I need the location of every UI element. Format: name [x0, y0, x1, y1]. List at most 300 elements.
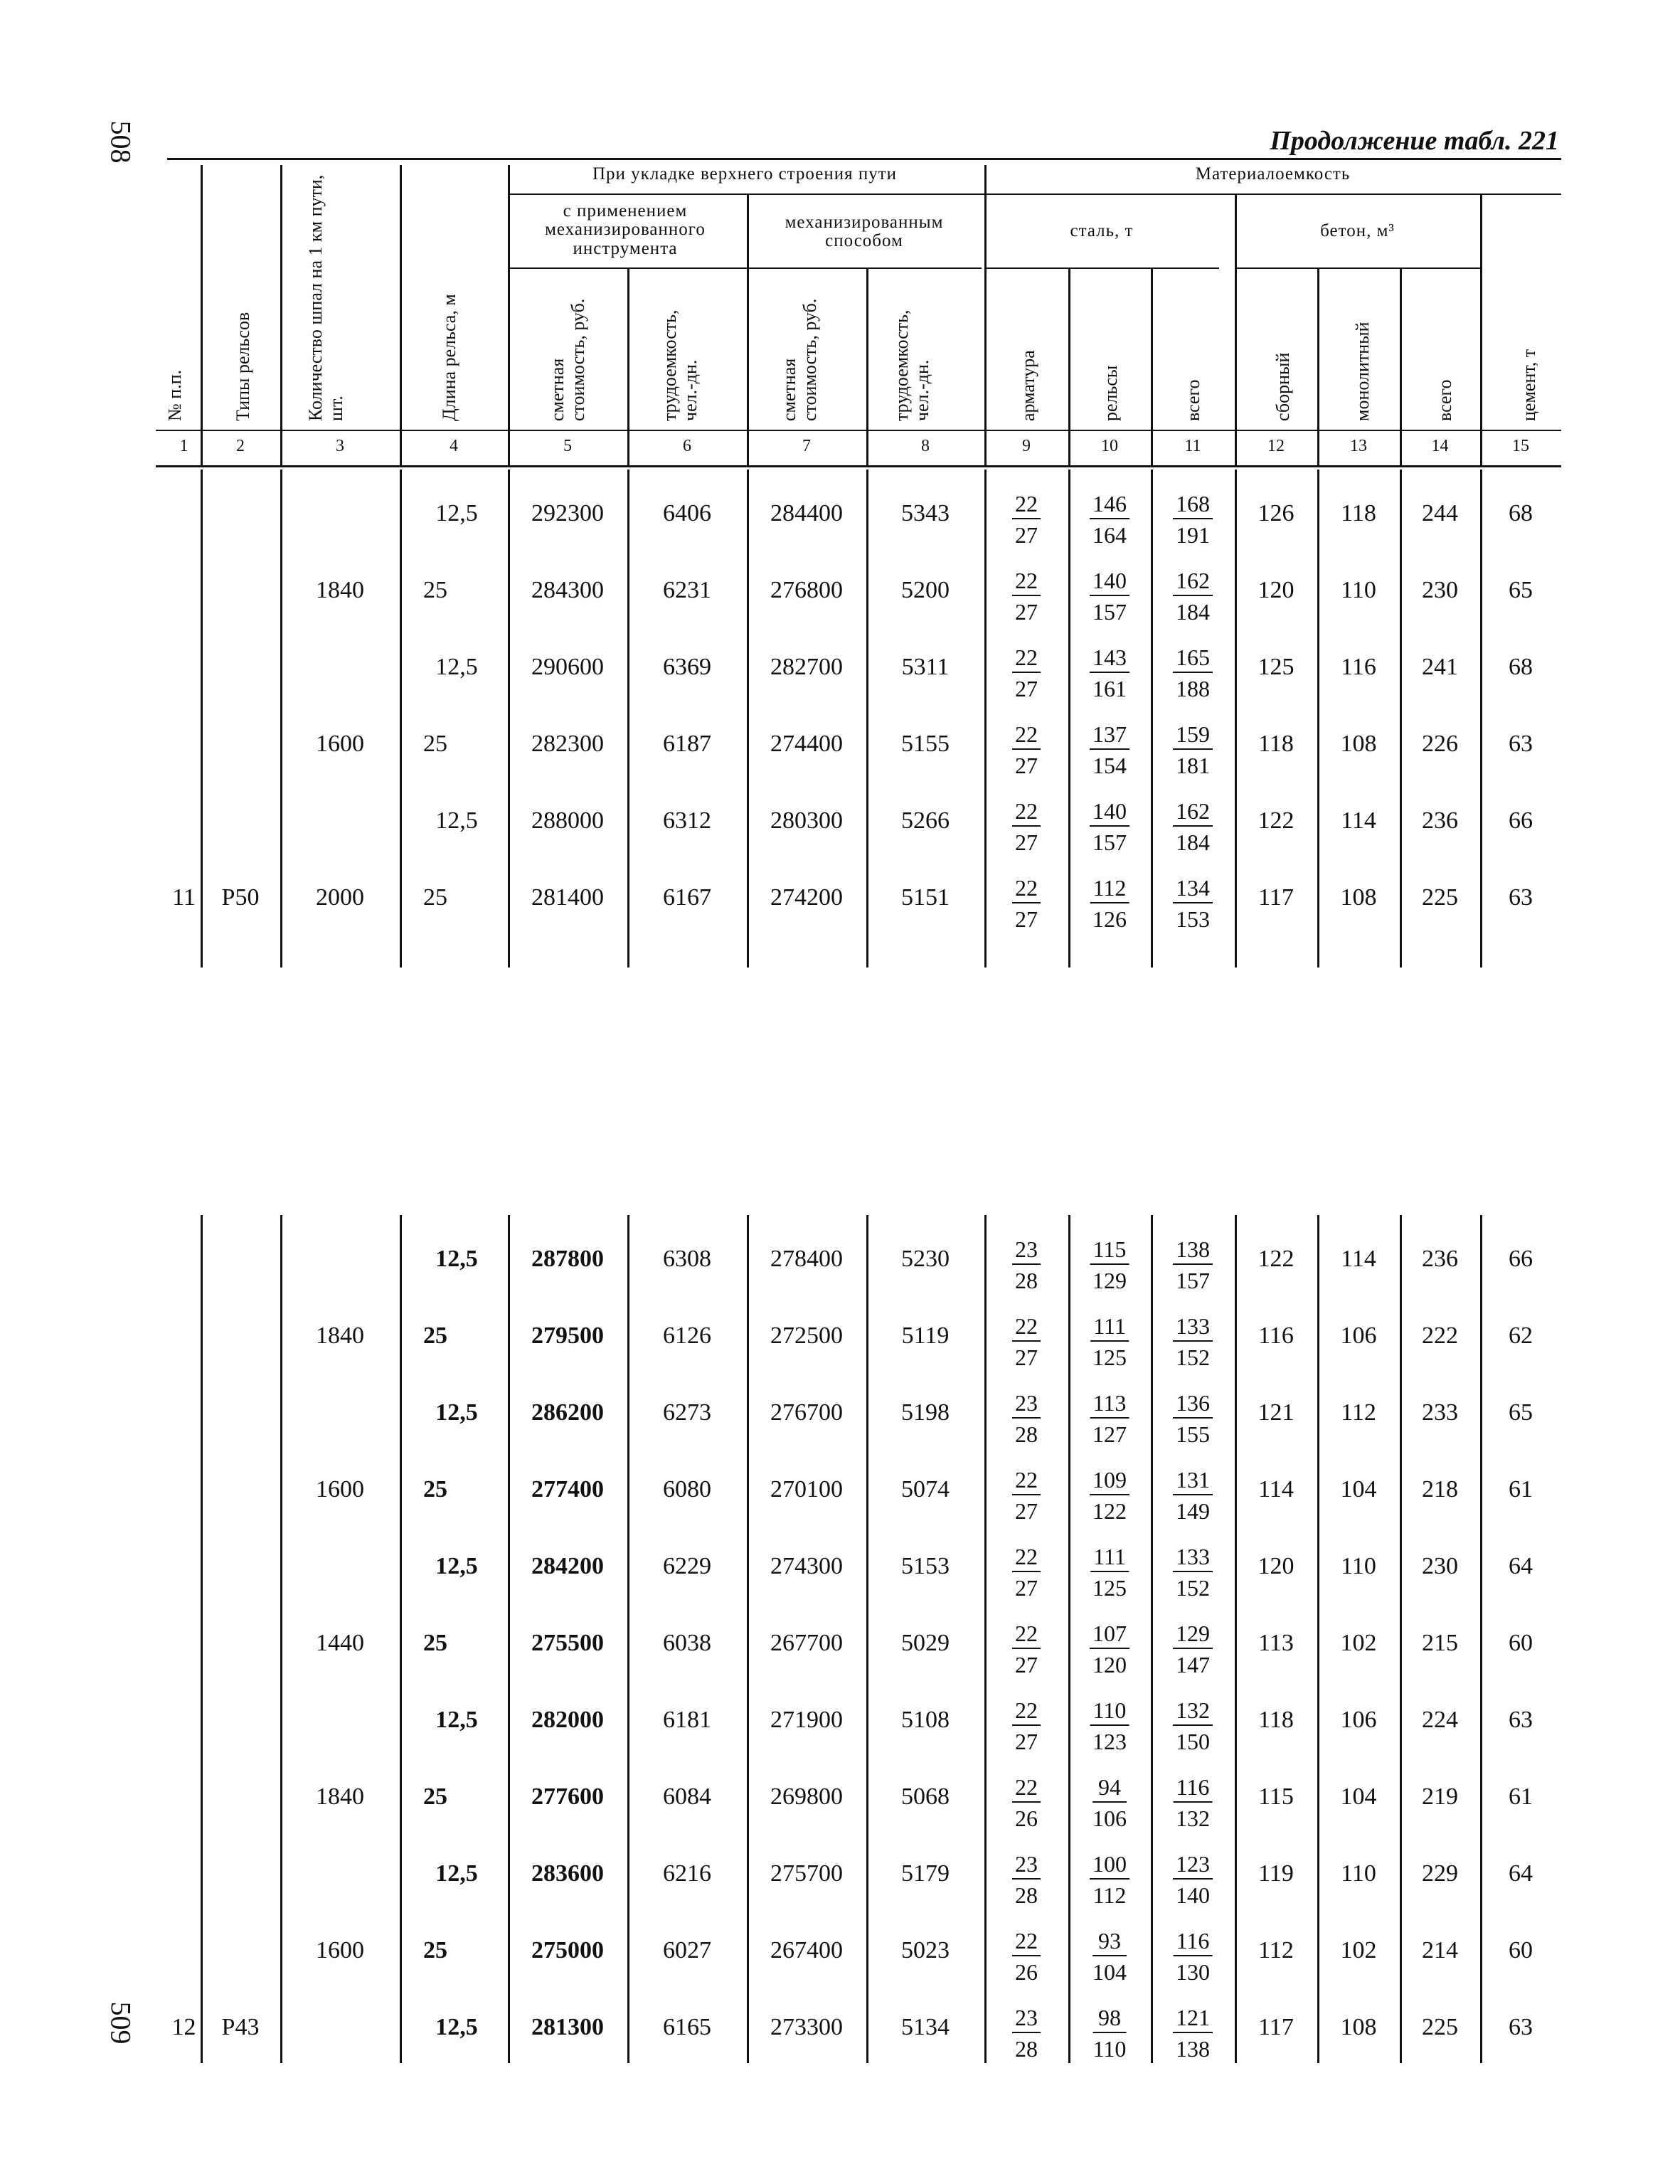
- steel-reinforcement-denominator: 28: [1015, 2036, 1038, 2062]
- concrete-precast: 112: [1258, 1937, 1294, 1963]
- labor-mechanized: 5134: [901, 2014, 950, 2040]
- concrete-precast: 122: [1258, 807, 1294, 834]
- steel-reinforcement: [1012, 1929, 1041, 1983]
- steel-reinforcement-numerator: 22: [1012, 646, 1041, 673]
- steel-total-denominator: 140: [1176, 1882, 1210, 1908]
- steel-rails-denominator: 120: [1092, 1652, 1127, 1677]
- steel-rails-denominator: 129: [1092, 1268, 1127, 1293]
- steel-rails-numerator: 140: [1090, 800, 1129, 827]
- concrete-total: 222: [1422, 1322, 1458, 1349]
- steel-reinforcement-denominator: 27: [1015, 599, 1038, 625]
- estimated-cost-mechanized: 270100: [770, 1476, 843, 1502]
- column-rule: [508, 1215, 510, 2063]
- steel-total-numerator: 121: [1173, 2006, 1213, 2033]
- steel-rails-denominator: 154: [1092, 753, 1127, 778]
- steel-rails-denominator: 106: [1092, 1806, 1127, 1831]
- estimated-cost-mechanized: 276700: [770, 1399, 843, 1426]
- steel-total: [1173, 1391, 1213, 1446]
- steel-rails: [1090, 1468, 1129, 1522]
- estimated-cost-mechanized: 267700: [770, 1630, 843, 1656]
- column-number: 2: [236, 437, 245, 455]
- steel-rails-numerator: 94: [1092, 1776, 1127, 1803]
- row-index: 11: [172, 884, 196, 911]
- concrete-monolithic: 106: [1340, 1707, 1377, 1733]
- steel-reinforcement-numerator: 22: [1012, 800, 1041, 827]
- column-number: 6: [683, 437, 691, 455]
- steel-rails: [1090, 569, 1129, 623]
- steel-rails-denominator: 157: [1092, 599, 1127, 625]
- steel-total-denominator: 132: [1176, 1806, 1210, 1831]
- rail-length: 12,5: [435, 1553, 478, 1579]
- labor-mech-tool: 6027: [663, 1937, 711, 1963]
- header-col-13: монолитный: [1352, 322, 1373, 421]
- estimated-cost-mech-tool: 275500: [531, 1630, 604, 1656]
- steel-rails-numerator: 113: [1090, 1391, 1129, 1419]
- steel-reinforcement-numerator: 23: [1012, 1852, 1041, 1880]
- column-rule: [201, 1215, 203, 2063]
- estimated-cost-mechanized: 271900: [770, 1707, 843, 1733]
- steel-total-denominator: 184: [1176, 829, 1210, 855]
- concrete-monolithic: 104: [1340, 1783, 1377, 1810]
- steel-rails-numerator: 100: [1090, 1852, 1129, 1880]
- column-rule: [1400, 470, 1402, 968]
- steel-rails: [1090, 492, 1129, 546]
- steel-reinforcement-denominator: 28: [1015, 1268, 1038, 1293]
- estimated-cost-mech-tool: 284300: [531, 577, 604, 603]
- column-rule: [1235, 470, 1237, 968]
- steel-reinforcement-numerator: 22: [1012, 492, 1041, 519]
- rail-length: 25: [423, 1783, 447, 1810]
- steel-reinforcement: [1012, 1622, 1041, 1676]
- steel-rails: [1090, 1852, 1129, 1907]
- steel-reinforcement-denominator: 26: [1015, 1806, 1038, 1831]
- steel-reinforcement: [1012, 1776, 1041, 1830]
- concrete-precast: 125: [1258, 654, 1294, 680]
- estimated-cost-mech-tool: 282300: [531, 731, 604, 757]
- estimated-cost-mech-tool: 281300: [531, 2014, 604, 2040]
- steel-total-denominator: 181: [1176, 753, 1210, 778]
- sleepers-count: 1600: [316, 1937, 364, 1963]
- header-divider: [1400, 269, 1402, 465]
- steel-rails-numerator: 146: [1090, 492, 1129, 519]
- column-number: 15: [1512, 437, 1529, 455]
- concrete-precast: 117: [1258, 2014, 1294, 2040]
- steel-rails: [1090, 646, 1129, 700]
- labor-mechanized: 5029: [901, 1630, 950, 1656]
- header-divider: [1151, 269, 1153, 465]
- header-col-12: сборный: [1272, 352, 1293, 421]
- steel-reinforcement-denominator: 27: [1015, 1498, 1038, 1524]
- steel-total-numerator: 138: [1173, 1238, 1213, 1265]
- column-number: 7: [802, 437, 811, 455]
- labor-mechanized: 5153: [901, 1553, 950, 1579]
- estimated-cost-mechanized: 274400: [770, 731, 843, 757]
- estimated-cost-mech-tool: 281400: [531, 884, 604, 911]
- column-rule: [280, 470, 282, 968]
- steel-total-numerator: 165: [1173, 646, 1213, 673]
- concrete-monolithic: 102: [1340, 1630, 1377, 1656]
- steel-total-numerator: 116: [1174, 1929, 1213, 1956]
- header-divider: [508, 165, 510, 465]
- header-col-10: рельсы: [1100, 365, 1121, 421]
- steel-rails-denominator: 125: [1092, 1345, 1127, 1370]
- labor-mechanized: 5200: [901, 577, 950, 603]
- concrete-precast: 116: [1258, 1322, 1294, 1349]
- rail-length: 12,5: [435, 1399, 478, 1426]
- steel-reinforcement-numerator: 22: [1012, 1776, 1041, 1803]
- column-rule: [1480, 470, 1482, 968]
- steel-reinforcement-denominator: 27: [1015, 753, 1038, 778]
- header-col-6: трудоемкость, чел.-дн.: [659, 309, 701, 421]
- steel-total-denominator: 147: [1176, 1652, 1210, 1677]
- column-rule: [866, 470, 868, 968]
- steel-reinforcement-denominator: 26: [1015, 1959, 1038, 1985]
- labor-mech-tool: 6181: [663, 1707, 711, 1733]
- cement: 66: [1509, 1246, 1533, 1272]
- concrete-precast: 117: [1258, 884, 1294, 911]
- steel-rails-denominator: 122: [1092, 1498, 1127, 1524]
- estimated-cost-mech-tool: 277400: [531, 1476, 604, 1502]
- steel-total: [1174, 1929, 1213, 1983]
- estimated-cost-mech-tool: 290600: [531, 654, 604, 680]
- column-rule: [508, 470, 510, 968]
- estimated-cost-mechanized: 280300: [770, 807, 843, 834]
- concrete-precast: 115: [1258, 1783, 1294, 1810]
- labor-mech-tool: 6273: [663, 1399, 711, 1426]
- labor-mech-tool: 6308: [663, 1246, 711, 1272]
- cement: 63: [1509, 731, 1533, 757]
- estimated-cost-mech-tool: 292300: [531, 500, 604, 526]
- concrete-monolithic: 108: [1340, 731, 1377, 757]
- steel-reinforcement-numerator: 22: [1012, 876, 1041, 903]
- steel-reinforcement: [1012, 646, 1041, 700]
- header-col-2: Типы рельсов: [233, 312, 253, 421]
- labor-mechanized: 5155: [901, 731, 950, 757]
- steel-rails-numerator: 98: [1093, 2006, 1127, 2033]
- steel-total-denominator: 188: [1176, 676, 1210, 701]
- concrete-monolithic: 106: [1340, 1322, 1377, 1349]
- steel-reinforcement-denominator: 27: [1015, 1729, 1038, 1754]
- steel-total-denominator: 150: [1176, 1729, 1210, 1754]
- steel-rails-denominator: 164: [1092, 522, 1127, 548]
- concrete-total: 224: [1422, 1707, 1458, 1733]
- concrete-total: 225: [1422, 2014, 1458, 2040]
- header-divider: [201, 165, 203, 465]
- cement: 64: [1509, 1553, 1533, 1579]
- header-divider: [866, 269, 868, 465]
- steel-total-denominator: 152: [1176, 1345, 1210, 1370]
- sleepers-count: 2000: [316, 884, 364, 911]
- estimated-cost-mech-tool: 284200: [531, 1553, 604, 1579]
- header-col-14: всего: [1435, 379, 1455, 421]
- column-number: 5: [563, 437, 572, 455]
- concrete-precast: 118: [1258, 731, 1294, 757]
- steel-reinforcement-denominator: 28: [1015, 1421, 1038, 1447]
- steel-total-denominator: 184: [1176, 599, 1210, 625]
- steel-rails: [1090, 723, 1129, 777]
- steel-rails-numerator: 143: [1090, 646, 1129, 673]
- column-number: 8: [921, 437, 930, 455]
- steel-reinforcement-denominator: 27: [1015, 676, 1038, 701]
- concrete-total: 230: [1422, 577, 1458, 603]
- header-col-5: сметная стоимость, руб.: [547, 298, 588, 421]
- labor-mech-tool: 6369: [663, 654, 711, 680]
- header-col-4: Длина рельса, м: [439, 294, 459, 421]
- steel-reinforcement-numerator: 22: [1012, 1622, 1041, 1649]
- steel-reinforcement: [1012, 1545, 1041, 1599]
- labor-mechanized: 5311: [901, 654, 950, 680]
- steel-reinforcement: [1012, 1468, 1041, 1522]
- estimated-cost-mech-tool: 283600: [531, 1860, 604, 1887]
- column-number: 3: [336, 437, 344, 455]
- steel-total-numerator: 134: [1173, 876, 1213, 903]
- estimated-cost-mechanized: 284400: [770, 500, 843, 526]
- steel-reinforcement: [1012, 1391, 1041, 1446]
- sleepers-count: 1440: [316, 1630, 364, 1656]
- header-material-group: Материалоемкость: [1195, 164, 1351, 184]
- rail-length: 25: [423, 1322, 447, 1349]
- estimated-cost-mechanized: 274300: [770, 1553, 843, 1579]
- column-rule: [1068, 470, 1070, 968]
- header-laying-group: При укладке верхнего строения пути: [592, 164, 898, 184]
- steel-total: [1173, 646, 1213, 700]
- concrete-total: 215: [1422, 1630, 1458, 1656]
- concrete-monolithic: 116: [1341, 654, 1376, 680]
- labor-mechanized: 5230: [901, 1246, 950, 1272]
- column-rule: [627, 470, 629, 968]
- labor-mechanized: 5108: [901, 1707, 950, 1733]
- concrete-precast: 121: [1258, 1399, 1294, 1426]
- concrete-precast: 118: [1258, 1707, 1294, 1733]
- steel-total-numerator: 159: [1173, 723, 1213, 750]
- labor-mech-tool: 6084: [663, 1783, 711, 1810]
- steel-reinforcement-numerator: 22: [1012, 723, 1041, 750]
- steel-total-denominator: 149: [1176, 1498, 1210, 1524]
- concrete-monolithic: 110: [1341, 1860, 1376, 1887]
- labor-mechanized: 5198: [901, 1399, 950, 1426]
- cement: 65: [1509, 1399, 1533, 1426]
- steel-rails: [1092, 1776, 1127, 1830]
- labor-mechanized: 5119: [901, 1322, 950, 1349]
- concrete-total: 218: [1422, 1476, 1458, 1502]
- steel-rails-denominator: 104: [1092, 1959, 1127, 1985]
- estimated-cost-mechanized: 276800: [770, 577, 843, 603]
- concrete-monolithic: 108: [1340, 2014, 1377, 2040]
- labor-mech-tool: 6167: [663, 884, 711, 911]
- steel-reinforcement-denominator: 27: [1015, 1652, 1038, 1677]
- estimated-cost-mechanized: 274200: [770, 884, 843, 911]
- rail-length: 12,5: [435, 1860, 478, 1887]
- concrete-total: 244: [1422, 500, 1458, 526]
- steel-rails: [1090, 1622, 1129, 1676]
- rail-length: 12,5: [435, 654, 478, 680]
- labor-mech-tool: 6165: [663, 2014, 711, 2040]
- labor-mech-tool: 6126: [663, 1322, 711, 1349]
- estimated-cost-mech-tool: 286200: [531, 1399, 604, 1426]
- steel-total: [1173, 2006, 1213, 2060]
- page-number-bottom: 509: [105, 2001, 137, 2045]
- column-rule: [627, 1215, 629, 2063]
- rail-length: 25: [423, 1476, 447, 1502]
- steel-rails: [1090, 1391, 1129, 1446]
- steel-reinforcement-numerator: 22: [1012, 569, 1041, 596]
- column-rule: [984, 470, 987, 968]
- header-col-9: арматура: [1018, 350, 1038, 421]
- concrete-monolithic: 110: [1341, 577, 1376, 603]
- steel-total: [1173, 1468, 1213, 1522]
- steel-rails-numerator: 93: [1092, 1929, 1127, 1956]
- steel-reinforcement-numerator: 22: [1012, 1699, 1041, 1726]
- column-number: 12: [1267, 437, 1285, 455]
- estimated-cost-mech-tool: 277600: [531, 1783, 604, 1810]
- steel-rails-denominator: 157: [1092, 829, 1127, 855]
- steel-reinforcement: [1012, 876, 1041, 931]
- header-col-8: трудоемкость, чел.-дн.: [891, 309, 932, 421]
- cement: 63: [1509, 1707, 1533, 1733]
- labor-mech-tool: 6216: [663, 1860, 711, 1887]
- column-rule: [747, 470, 749, 968]
- steel-rails-denominator: 161: [1092, 676, 1127, 701]
- estimated-cost-mech-tool: 288000: [531, 807, 604, 834]
- concrete-precast: 119: [1258, 1860, 1294, 1887]
- steel-rails-numerator: 107: [1090, 1622, 1129, 1649]
- cement: 66: [1509, 807, 1533, 834]
- cement: 60: [1509, 1937, 1533, 1963]
- steel-total: [1173, 1545, 1213, 1599]
- steel-rails: [1092, 1929, 1127, 1983]
- rail-length: 12,5: [435, 807, 478, 834]
- cement: 63: [1509, 2014, 1533, 2040]
- steel-total-numerator: 123: [1173, 1852, 1213, 1880]
- steel-reinforcement: [1012, 569, 1041, 623]
- steel-reinforcement: [1012, 2006, 1041, 2060]
- steel-reinforcement-numerator: 22: [1012, 1315, 1041, 1342]
- estimated-cost-mechanized: 267400: [770, 1937, 843, 1963]
- column-rule: [1317, 470, 1319, 968]
- concrete-total: 219: [1422, 1783, 1458, 1810]
- steel-reinforcement: [1012, 800, 1041, 854]
- steel-total-denominator: 191: [1176, 522, 1210, 548]
- rail-length: 12,5: [435, 1707, 478, 1733]
- labor-mech-tool: 6312: [663, 807, 711, 834]
- column-rule: [1480, 1215, 1482, 2063]
- cement: 61: [1509, 1783, 1533, 1810]
- steel-total-numerator: 133: [1173, 1315, 1213, 1342]
- concrete-precast: 120: [1258, 577, 1294, 603]
- labor-mech-tool: 6406: [663, 500, 711, 526]
- steel-total: [1173, 723, 1213, 777]
- steel-reinforcement-denominator: 27: [1015, 1345, 1038, 1370]
- cement: 63: [1509, 884, 1533, 911]
- steel-rails: [1090, 1238, 1129, 1292]
- sleepers-count: 1600: [316, 731, 364, 757]
- rail-length: 12,5: [435, 2014, 478, 2040]
- header-steel: сталь, т: [1070, 221, 1134, 240]
- steel-reinforcement-numerator: 23: [1012, 1391, 1041, 1419]
- column-rule: [1400, 1215, 1402, 2063]
- steel-rails-numerator: 112: [1090, 876, 1129, 903]
- labor-mech-tool: 6231: [663, 577, 711, 603]
- steel-reinforcement-numerator: 22: [1012, 1545, 1041, 1572]
- estimated-cost-mechanized: 272500: [770, 1322, 843, 1349]
- estimated-cost-mechanized: 278400: [770, 1246, 843, 1272]
- rail-length: 25: [423, 1937, 447, 1963]
- labor-mech-tool: 6187: [663, 731, 711, 757]
- concrete-monolithic: 104: [1340, 1476, 1377, 1502]
- rail-type: Р50: [221, 884, 260, 911]
- concrete-total: 214: [1422, 1937, 1458, 1963]
- rail-type: Р43: [221, 2014, 260, 2040]
- steel-total-denominator: 152: [1176, 1575, 1210, 1601]
- steel-reinforcement: [1012, 1315, 1041, 1369]
- rail-length: 12,5: [435, 1246, 478, 1272]
- concrete-total: 226: [1422, 731, 1458, 757]
- column-number: 4: [450, 437, 458, 455]
- concrete-monolithic: 118: [1341, 500, 1376, 526]
- header-concrete: бетон, м³: [1320, 221, 1395, 240]
- labor-mechanized: 5343: [901, 500, 950, 526]
- steel-total: [1173, 876, 1213, 931]
- header-divider: [1068, 269, 1070, 465]
- column-rule: [400, 470, 402, 968]
- steel-reinforcement-denominator: 28: [1015, 1882, 1038, 1908]
- steel-rails: [1090, 1315, 1129, 1369]
- sleepers-count: 1840: [316, 1322, 364, 1349]
- cement: 60: [1509, 1630, 1533, 1656]
- column-number: 10: [1101, 437, 1118, 455]
- concrete-precast: 122: [1258, 1246, 1294, 1272]
- estimated-cost-mech-tool: 282000: [531, 1707, 604, 1733]
- header-col-7: сметная стоимость, руб.: [779, 298, 820, 421]
- steel-total: [1173, 1622, 1213, 1676]
- steel-rails-numerator: 137: [1090, 723, 1129, 750]
- concrete-precast: 120: [1258, 1553, 1294, 1579]
- steel-total: [1173, 1852, 1213, 1907]
- steel-reinforcement-numerator: 23: [1012, 1238, 1041, 1265]
- steel-total: [1173, 1699, 1213, 1753]
- concrete-total: 233: [1422, 1399, 1458, 1426]
- header-divider: [747, 195, 749, 465]
- concrete-monolithic: 108: [1340, 884, 1377, 911]
- steel-rails: [1090, 876, 1129, 931]
- column-rule: [1151, 470, 1153, 968]
- steel-total: [1173, 1315, 1213, 1369]
- steel-total: [1173, 569, 1213, 623]
- estimated-cost-mechanized: 282700: [770, 654, 843, 680]
- steel-rails: [1093, 2006, 1127, 2060]
- steel-total: [1173, 492, 1213, 546]
- steel-rails-numerator: 115: [1090, 1238, 1129, 1265]
- cement: 68: [1509, 500, 1533, 526]
- concrete-monolithic: 102: [1340, 1937, 1377, 1963]
- header-divider: [1235, 195, 1237, 465]
- steel-total-denominator: 130: [1176, 1959, 1210, 1985]
- header-divider: [1317, 269, 1319, 465]
- column-number: 9: [1022, 437, 1031, 455]
- column-number: 11: [1184, 437, 1201, 455]
- labor-mechanized: 5023: [901, 1937, 950, 1963]
- steel-reinforcement-numerator: 22: [1012, 1929, 1041, 1956]
- concrete-total: 241: [1422, 654, 1458, 680]
- steel-total-numerator: 129: [1173, 1622, 1213, 1649]
- sleepers-count: 1840: [316, 1783, 364, 1810]
- labor-mech-tool: 6038: [663, 1630, 711, 1656]
- sleepers-count: 1600: [316, 1476, 364, 1502]
- steel-rails-denominator: 127: [1092, 1421, 1127, 1447]
- column-rule: [984, 1215, 987, 2063]
- steel-rails-numerator: 111: [1090, 1315, 1129, 1342]
- header-divider: [984, 165, 987, 465]
